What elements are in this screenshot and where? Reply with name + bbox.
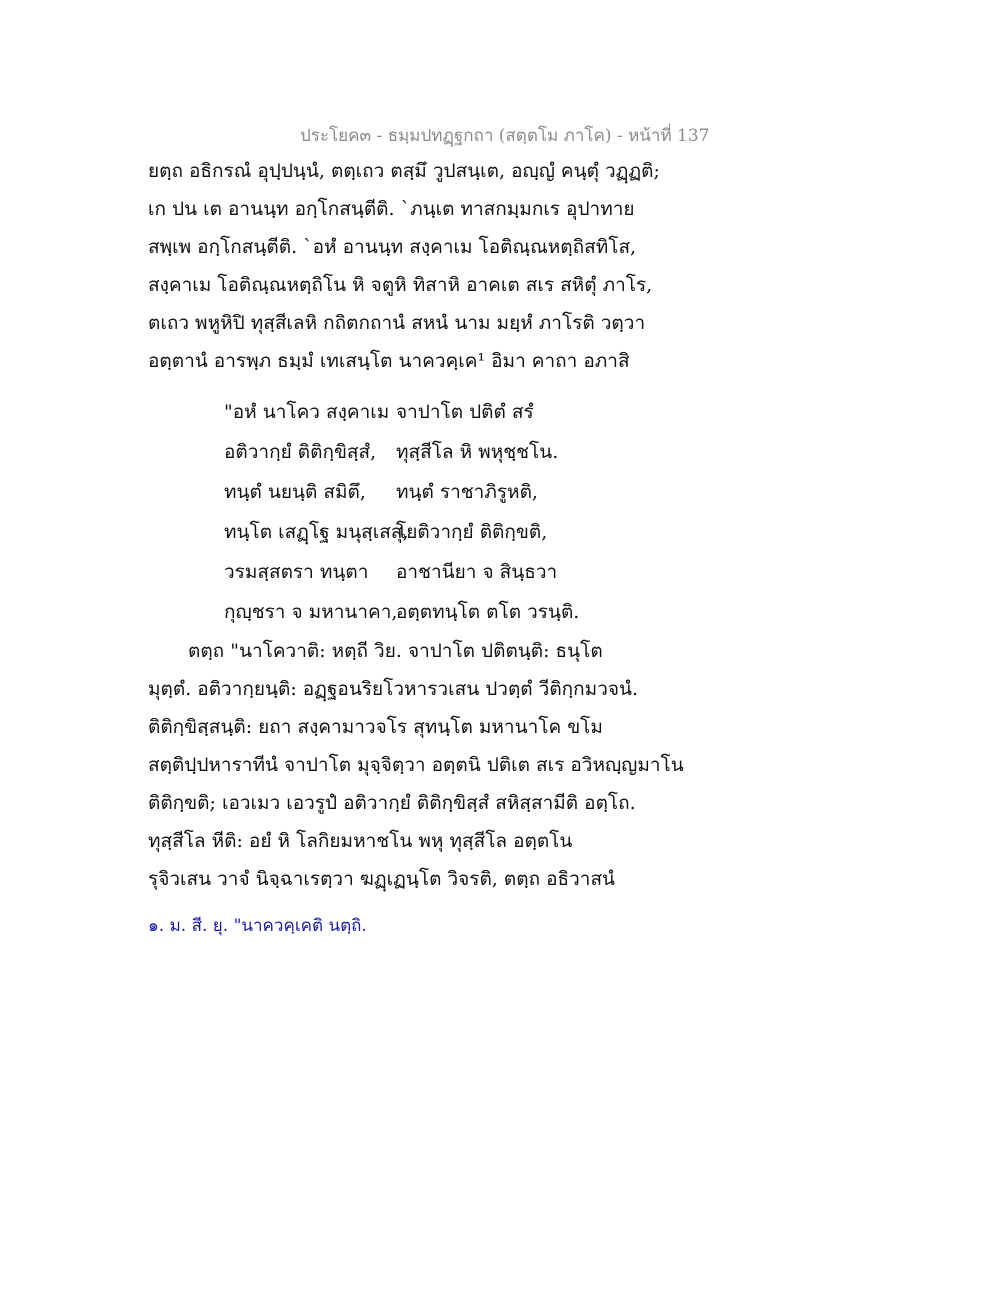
paragraph-2	[148, 632, 688, 898]
verse-second-half: อาชานียา จ สินฺธวา	[396, 561, 558, 583]
verse-first-half: อติวากฺยํ ติติกฺขิสฺสํ,	[224, 441, 377, 463]
text-line: อตฺตานํ อารพฺภ ธมฺมํ เทเสนฺโต นาควคฺเค¹ อิมา คาถา อภาสิ	[148, 350, 630, 372]
verse-first-half: ทนฺโต เสฏฺโฐ มนุสฺเสสุ,	[224, 521, 409, 543]
footnote: ๑. ม. สี. ยุ. "นาควคฺเคติ นตฺถิ.	[148, 916, 367, 936]
text-line: สงฺคาเม โอติณฺณหตฺถิโน หิ จตูหิ ทิสาหิ อาคเต สเร สหิตุํ ภาโร,	[148, 274, 653, 296]
text-line: สพฺเพ อกฺโกสนฺตีติ. `อหํ อานนฺท สงฺคาเม โอติณฺณหตฺถิสทิโส,	[148, 236, 637, 258]
verse-second-half: ทุสฺสีโล หิ พหุชฺชโน.	[396, 441, 559, 463]
paragraph-1	[148, 152, 688, 380]
verse-first-half: กุญฺชรา จ มหานาคา,	[224, 601, 398, 623]
verse-second-half: อตฺตทนฺโต ตโต วรนฺติ.	[396, 601, 580, 623]
verse-first-half: วรมสฺสตรา ทนฺตา	[224, 561, 369, 583]
verse-line	[224, 552, 644, 592]
text-line: เก ปน เต อานนฺท อกฺโกสนฺตีติ. `ภนฺเต ทาสกมฺมกเร อุปาทาย	[148, 198, 635, 220]
text-line: ตตฺถ "นาโควาติ: หตฺถี วิย. จาปาโต ปติตนฺติ: ธนุโต	[188, 640, 603, 662]
text-line: ติติกฺขติ; เอวเมว เอวรูปํ อติวากฺยํ ติติกฺขิสฺสํ สหิสฺสามีติ อตฺโถ.	[148, 792, 636, 814]
running-header: ประโยค๓ - ธมฺมปทฏฺฐกถา (สตฺตโม ภาโค) - หน้าที่ 137	[300, 126, 710, 146]
verse-line	[224, 392, 644, 432]
verse-line	[224, 592, 644, 632]
text-line: ยตฺถ อธิกรณํ อุปฺปนฺนํ, ตตฺเถว ตสฺมึ วูปสนฺเต, อญฺญํ คนฺตุํ วฏฺฏติ;	[148, 160, 660, 182]
text-line: รุจิวเสน วาจํ นิจฺฉาเรตฺวา ฆฏฺเฏนฺโต วิจรติ, ตตฺถ อธิวาสนํ	[148, 868, 616, 890]
verse-line	[224, 472, 644, 512]
text-line: ทุสฺสีโล หีติ: อยํ หิ โลกิยมหาชโน พหุ ทุสฺสีโล อตฺตโน	[148, 830, 573, 852]
text-line: ตเถว พหูหิปิ ทุสฺสีเลหิ กถิตกถานํ สหนํ นาม มยฺหํ ภาโรติ วตฺวา	[148, 312, 646, 334]
text-line: สตฺติปฺปหาราทีนํ จาปาโต มุจฺจิตฺวา อตฺตนิ ปติเต สเร อวิหญฺญมาโน	[148, 754, 684, 776]
verse-first-half: "อหํ นาโคว สงฺคาเม	[224, 401, 390, 423]
verse-first-half: ทนฺตํ นยนฺติ สมิตึ,	[224, 481, 366, 503]
verse-second-half: ทนฺตํ ราชาภิรูหติ,	[396, 481, 538, 503]
text-line: ติติกฺขิสฺสนฺติ: ยถา สงฺคามาวจโร สุทนฺโต มหานาโค ขโม	[148, 716, 603, 738]
verse-second-half: จาปาโต ปติตํ สรํ	[396, 401, 534, 423]
verse-line	[224, 432, 644, 472]
verse-line	[224, 512, 644, 552]
verse-second-half: โยติวากฺยํ ติติกฺขติ,	[396, 521, 548, 543]
text-line: มุตฺตํ. อติวากฺยนฺติ: อฏฺฐอนริยโวหารวเสน ปวตฺตํ วีติกฺกมวจนํ.	[148, 678, 639, 700]
verse-block	[224, 392, 644, 632]
